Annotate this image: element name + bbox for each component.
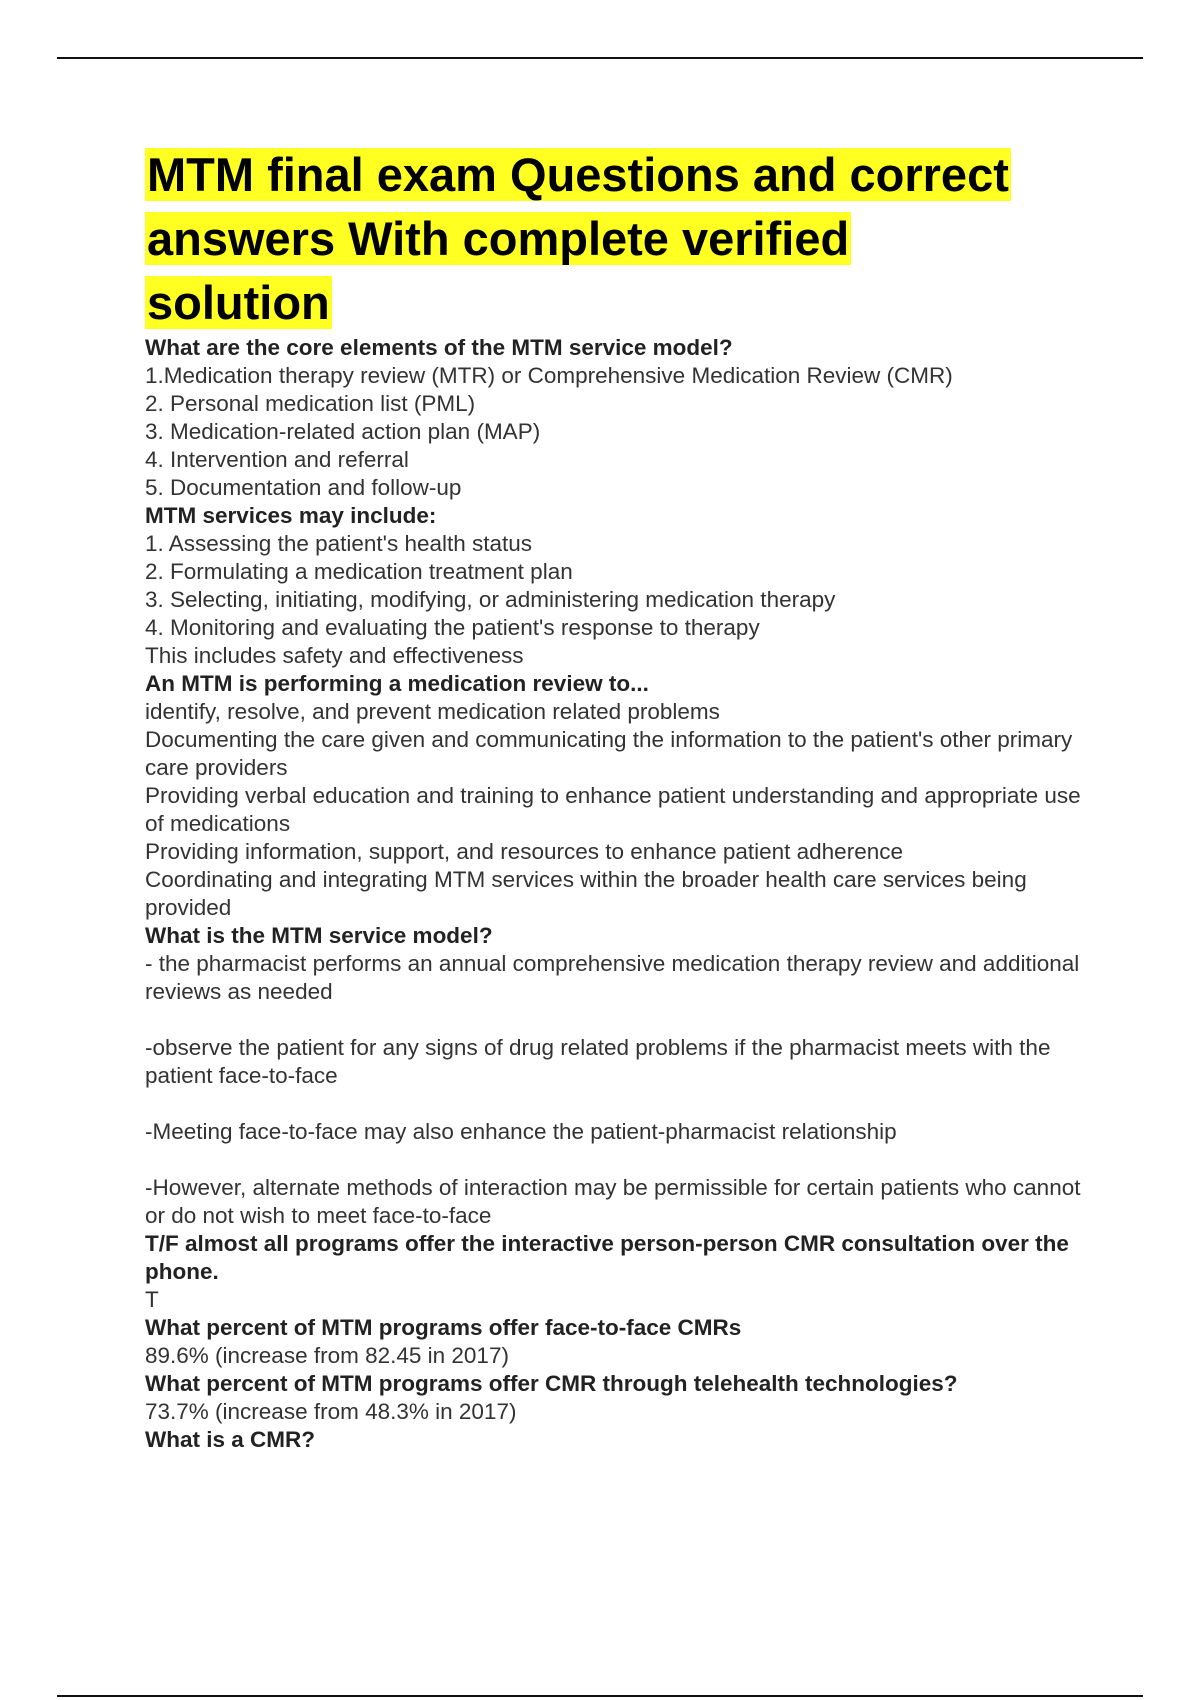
question-text: What is a CMR? <box>145 1427 316 1452</box>
answer-text: This includes safety and effectiveness <box>145 643 524 668</box>
question-text: T/F almost all programs offer the interactive person-person CMR consultation over the phone. <box>145 1231 1069 1284</box>
question-text: What are the core elements of the MTM service model? <box>145 335 733 360</box>
answer-text: -Meeting face-to-face may also enhance the patient-pharmacist relationship <box>145 1119 897 1144</box>
answer-text: 3. Selecting, initiating, modifying, or administering medication therapy <box>145 587 836 612</box>
answer-text: - the pharmacist performs an annual comprehensive medication therapy review and additional reviews as needed <box>145 951 1080 1004</box>
answer-text: -observe the patient for any signs of drug related problems if the pharmacist meets with the patient face-to-face <box>145 1035 1051 1088</box>
answer-text: 2. Personal medication list (PML) <box>145 391 476 416</box>
answer-text: T <box>145 1287 159 1312</box>
answer-text: 2. Formulating a medication treatment plan <box>145 559 573 584</box>
top-rule <box>57 57 1143 59</box>
document-body <box>145 334 1085 1454</box>
question-text: MTM services may include: <box>145 503 437 528</box>
answer-text: 1. Assessing the patient's health status <box>145 531 533 556</box>
paragraph-gap <box>145 1146 1085 1174</box>
paragraph-gap <box>145 1006 1085 1034</box>
answer-text: -However, alternate methods of interaction may be permissible for certain patients who cannot or do not wish to meet face-to-face <box>145 1175 1081 1228</box>
answer-text: 4. Intervention and referral <box>145 447 409 472</box>
title-highlight: MTM final exam Questions and correct answers With complete verified solution <box>147 148 1009 329</box>
document-title <box>145 143 1030 335</box>
answer-text: Providing verbal education and training to enhance patient understanding and appropriate use of medications <box>145 783 1081 836</box>
answer-text: 3. Medication-related action plan (MAP) <box>145 419 541 444</box>
answer-text: 4. Monitoring and evaluating the patient's response to therapy <box>145 615 760 640</box>
answer-text: identify, resolve, and prevent medication related problems <box>145 699 720 724</box>
answer-text: 1.Medication therapy review (MTR) or Comprehensive Medication Review (CMR) <box>145 363 953 388</box>
paragraph-gap <box>145 1090 1085 1118</box>
question-text: What percent of MTM programs offer face-to-face CMRs <box>145 1315 742 1340</box>
bottom-rule <box>57 1695 1143 1697</box>
question-text: What percent of MTM programs offer CMR through telehealth technologies? <box>145 1371 958 1396</box>
answer-text: 73.7% (increase from 48.3% in 2017) <box>145 1399 517 1424</box>
answer-text: 89.6% (increase from 82.45 in 2017) <box>145 1343 509 1368</box>
answer-text: 5. Documentation and follow-up <box>145 475 462 500</box>
answer-text: Providing information, support, and resources to enhance patient adherence <box>145 839 903 864</box>
question-text: An MTM is performing a medication review to... <box>145 671 649 696</box>
answer-text: Documenting the care given and communicating the information to the patient's other primary care providers <box>145 727 1073 780</box>
answer-text: Coordinating and integrating MTM services within the broader health care services being provided <box>145 867 1027 920</box>
question-text: What is the MTM service model? <box>145 923 493 948</box>
